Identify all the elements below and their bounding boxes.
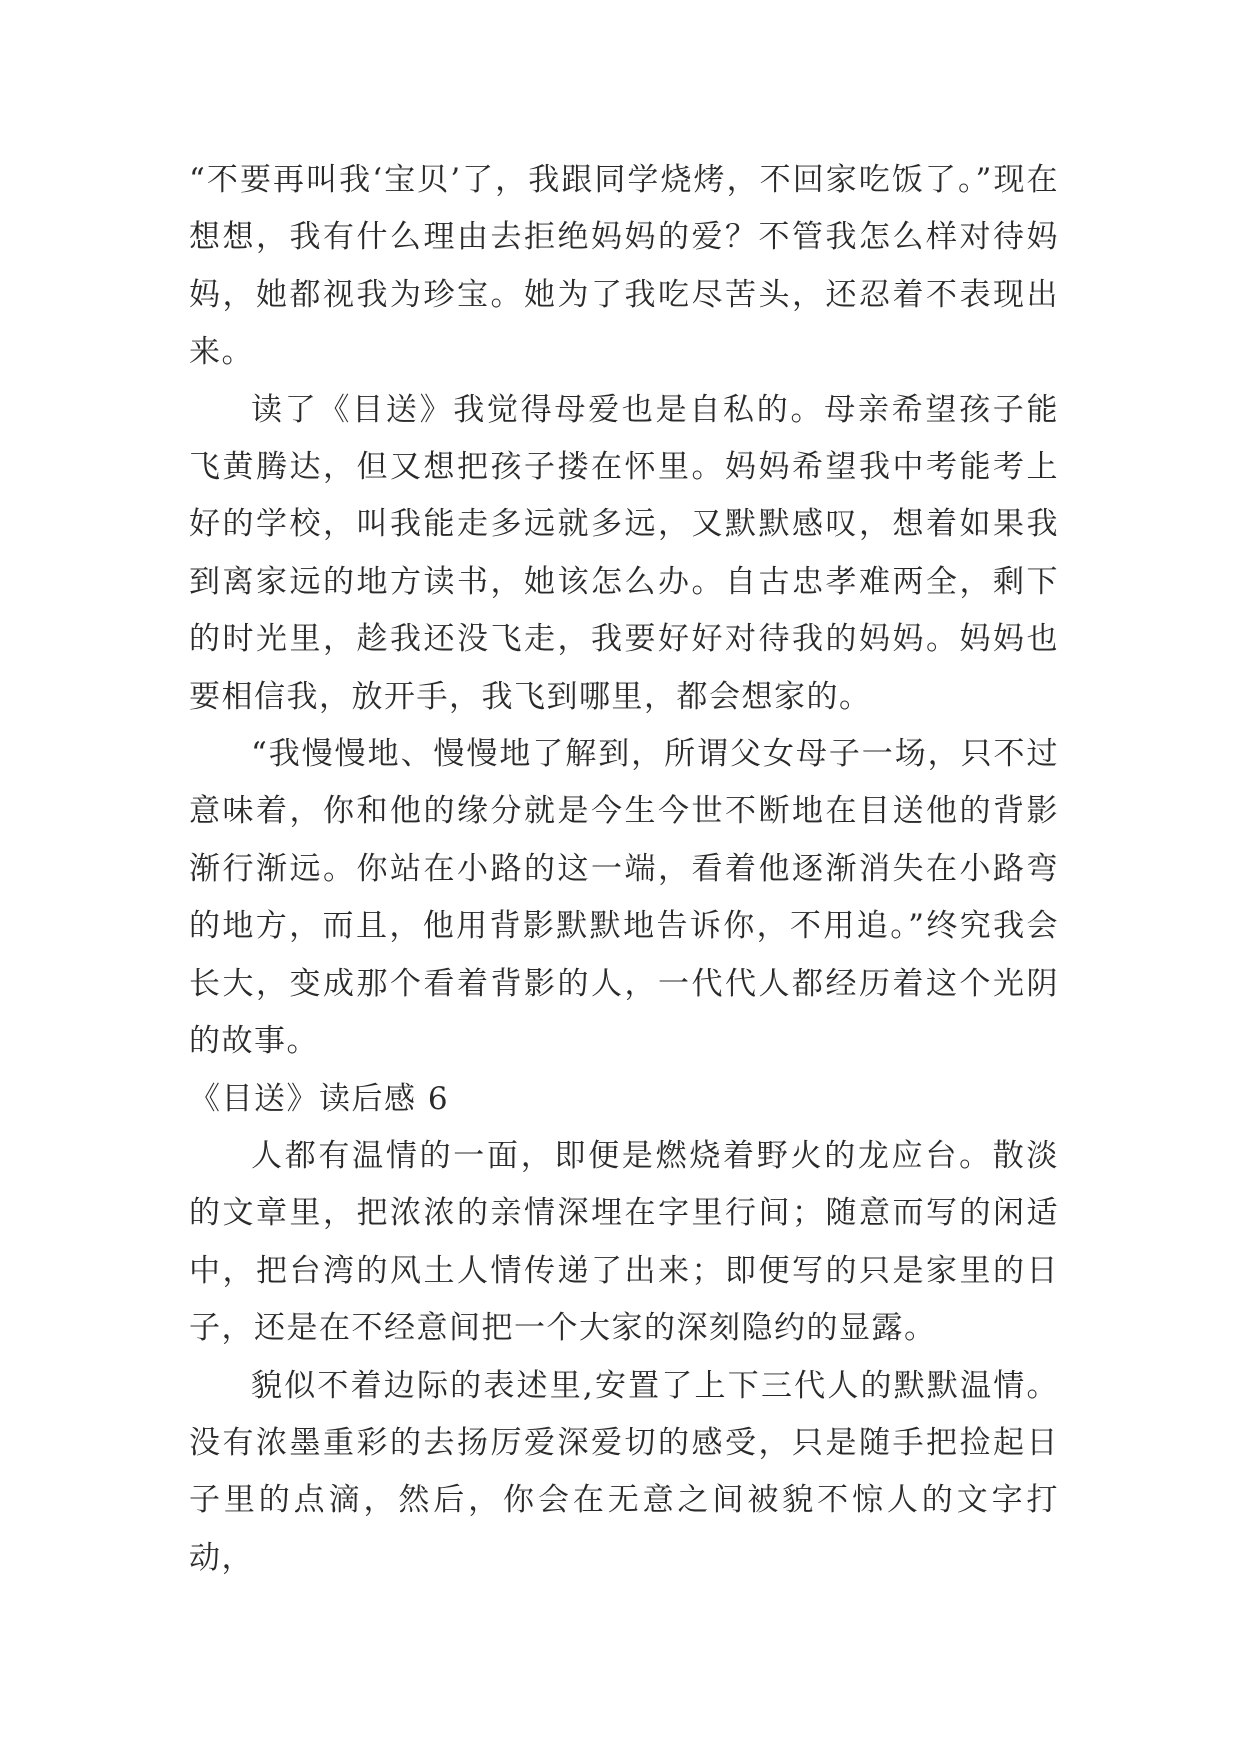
document-body (189, 152, 1059, 1587)
section-title: 《目送》读后感 6 (189, 1080, 450, 1117)
paragraph-5: 貌似不着边际的表述里,安置了上下三代人的默默温情。没有浓墨重彩的去扬厉爱深爱切的感受，只是随手把捡起日子里的点滴，然后，你会在无意之间被貌不惊人的文字打动， (189, 1367, 1059, 1576)
paragraph-3: “我慢慢地、慢慢地了解到，所谓父女母子一场，只不过意味着，你和他的缘分就是今生今世不断地在目送他的背影渐行渐远。你站在小路的这一端，看着他逐渐消失在小路弯的地方，而且，他用背影默默地告诉你，不用追。”终究我会长大，变成那个看着背影的人，一代代人都经历着这个光阴的故事。 (189, 736, 1059, 1060)
paragraph-2: 读了《目送》我觉得母爱也是自私的。母亲希望孩子能飞黄腾达，但又想把孩子搂在怀里。妈妈希望我中考能考上好的学校，叫我能走多远就多远，又默默感叹，想着如果我到离家远的地方读书，她该怎么办。自古忠孝难两全，剩下的时光里，趁我还没飞走，我要好好对待我的妈妈。妈妈也要相信我，放开手，我飞到哪里，都会想家的。 (189, 391, 1059, 715)
paragraph-4: 人都有温情的一面，即便是燃烧着野火的龙应台。散淡的文章里，把浓浓的亲情深埋在字里行间；随意而写的闲适中，把台湾的风土人情传递了出来；即便写的只是家里的日子，还是在不经意间把一个大家的深刻隐约的显露。 (189, 1137, 1059, 1347)
paragraph-1: “不要再叫我‘宝贝’了，我跟同学烧烤，不回家吃饭了。”现在想想，我有什么理由去拒绝妈妈的爱？不管我怎么样对待妈妈，她都视我为珍宝。她为了我吃尽苦头，还忍着不表现出来。 (189, 162, 1059, 371)
